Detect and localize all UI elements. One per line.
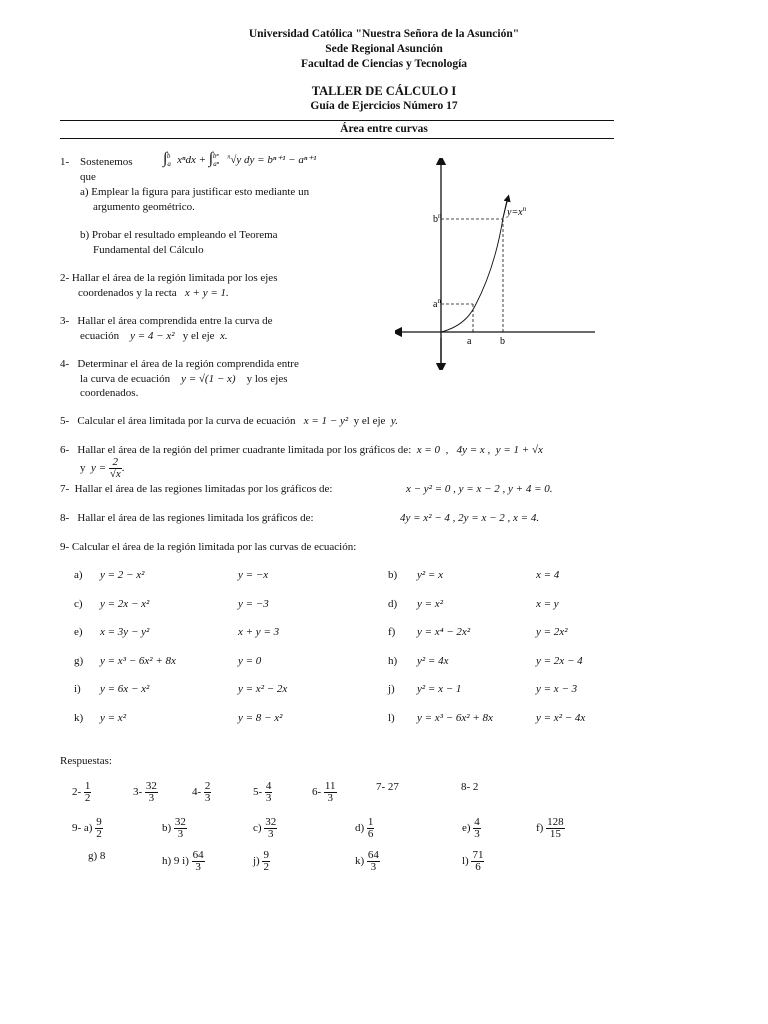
answer-row2-4: e) $\frac{4}{3}$ [462, 816, 480, 840]
section-title: Área entre curvas [340, 123, 428, 135]
p9-row-0-l2: b) [388, 569, 398, 581]
answer-row2-1: b) $\frac{32}{3}$ [162, 816, 186, 840]
p9-row-0-e1: y = 2 − x² [100, 569, 145, 581]
p9-row-0-f1: y = −x [238, 569, 269, 581]
p9-row-2-e2: y = x⁴ − 2x² [417, 626, 471, 638]
answer-row3-3: k) $\frac{64}{3}$ [355, 849, 379, 873]
university-name: Universidad Católica "Nuestra Señora de la Asunción" [248, 28, 520, 40]
problem-7-math: x − y² = 0 , y = x − 2 , y + 4 = 0. [406, 483, 553, 495]
p9-row-2-l2: f) [388, 626, 396, 638]
answer-row3-0: g) 8 [88, 850, 106, 862]
p9-row-0-f2: x = 4 [536, 569, 560, 581]
problem-9: 9- Calcular el área de la región limitada por las curvas de ecuación: [60, 541, 357, 553]
p9-row-4-e1: y = 6x − x² [100, 683, 150, 695]
answer-row2-5: f) $\frac{128}{15}$ [536, 816, 564, 840]
problem-5: 5- Calcular el área limitada por la curva de ecuación x = 1 − y² y el eje y. [60, 415, 398, 427]
problem-1a: a) Emplear la figura para justificar esto mediante un [80, 186, 310, 198]
answer-row1-2: 4- $\frac{2}{3}$ [192, 780, 211, 804]
answers-title: Respuestas: [60, 755, 112, 767]
bn-label: $b^n$ [433, 212, 442, 225]
p9-row-5-e2: y = x³ − 6x² + 8x [417, 711, 493, 724]
b-tick-label: b [500, 336, 505, 347]
p9-row-5-e1: y = x² [100, 711, 126, 724]
a-tick-label: a [467, 336, 472, 347]
section-rule [60, 138, 614, 139]
p9-row-3-l1: g) [74, 654, 84, 667]
p9-row-1-e1: y = 2x − x² [100, 597, 150, 610]
problem-1-formula: $\int_a^b$ $x^ndx + \int_{a^n}^{b^n}$ $^n$√y dy = bⁿ⁺¹ − aⁿ⁺¹ [163, 150, 317, 169]
problem-3: 3- Hallar el área comprendida entre la curva de [60, 315, 273, 327]
problem-4: 4- Determinar el área de la región comprendida entre [60, 358, 299, 370]
top-rule [60, 120, 614, 121]
campus-name: Sede Regional Asunción [325, 43, 443, 55]
problem-4-cont: la curva de ecuación y = √(1 − x) y los ejes [80, 373, 288, 385]
answer-row3-4: l) $\frac{71}{6}$ [462, 849, 484, 873]
p9-row-1-l1: c) [74, 597, 83, 610]
guide-title: Guía de Ejercicios Número 17 [310, 100, 458, 112]
answer-row1-5: 7- 27 [376, 781, 399, 793]
answer-row1-6: 8- 2 [461, 781, 479, 793]
problem-1b-cont: Fundamental del Cálculo [93, 244, 204, 256]
p9-row-1-f2: x = y [536, 597, 559, 610]
answer-row1-4: 6- $\frac{11}{3}$ [312, 780, 336, 804]
an-label: $a^n$ [433, 297, 441, 310]
problem-1a-cont: argumento geométrico. [93, 201, 195, 213]
answer-row3-1: h) 9 i) $\frac{64}{3}$ [162, 849, 204, 873]
answer-row2-2: c) $\frac{32}{3}$ [253, 816, 277, 840]
answer-row1-1: 3- $\frac{32}{3}$ [133, 780, 157, 804]
problem-8: 8- Hallar el área de las regiones limitada los gráficos de: [60, 512, 314, 524]
curve-label: $y=x^n$ [507, 205, 527, 218]
p9-row-3-e2: y² = 4x [417, 654, 449, 667]
problem-1b: b) Probar el resultado empleando el Teorema [80, 229, 278, 241]
p9-row-4-f1: y = x² − 2x [238, 683, 288, 695]
problem-2-cont: coordenados y la recta x + y = 1. [78, 287, 229, 299]
problem-6-cont: y y = $\frac{2}{√x}$ . [80, 456, 125, 480]
p9-row-5-l2: l) [388, 711, 395, 724]
answer-row2-0: 9- a) $\frac{9}{2}$ [72, 816, 102, 840]
faculty-name: Facultad de Ciencias y Tecnología [300, 58, 468, 70]
answer-row1-3: 5- $\frac{4}{3}$ [253, 780, 272, 804]
problem-2: 2- Hallar el área de la región limitada por los ejes [60, 272, 278, 284]
problem-4-cont2: coordenados. [80, 387, 139, 399]
p9-row-1-f1: y = −3 [238, 597, 269, 610]
p9-row-1-e2: y = x² [417, 597, 443, 610]
p9-row-0-l1: a) [74, 569, 83, 581]
p9-row-2-l1: e) [74, 626, 83, 638]
p9-row-0-e2: y² = x [417, 569, 443, 581]
answer-row3-2: j) $\frac{9}{2}$ [253, 849, 269, 873]
p9-row-4-l1: i) [74, 683, 81, 695]
course-title: TALLER DE CÁLCULO I [311, 84, 457, 98]
p9-row-5-f1: y = 8 − x² [238, 711, 283, 724]
p9-row-1-l2: d) [388, 597, 398, 610]
problem-8-math: 4y = x² − 4 , 2y = x − 2 , x = 4. [400, 512, 540, 524]
answer-row1-0: 2- $\frac{1}{2}$ [72, 780, 91, 804]
area-figure [395, 158, 600, 370]
problem-7: 7- Hallar el área de las regiones limitadas por los gráficos de: [60, 483, 333, 495]
problem-3-cont: ecuación y = 4 − x² y el eje x. [80, 330, 228, 342]
p9-row-4-f2: y = x − 3 [536, 683, 578, 695]
p9-row-4-e2: y² = x − 1 [417, 683, 462, 695]
p9-row-2-f2: y = 2x² [536, 626, 568, 638]
p9-row-3-l2: h) [388, 654, 398, 667]
p9-row-4-l2: j) [388, 683, 395, 695]
p9-row-3-e1: y = x³ − 6x² + 8x [100, 654, 176, 667]
curve-path [441, 200, 507, 332]
problem-6: 6- Hallar el área de la región del primer cuadrante limitada por los gráficos de: x = 0 , 4y = x , y = 1 + √x [60, 444, 543, 456]
p9-row-5-f2: y = x² − 4x [536, 711, 586, 724]
p9-row-2-e1: x = 3y − y² [100, 626, 150, 638]
p9-row-5-l1: k) [74, 711, 84, 724]
p9-row-3-f2: y = 2x − 4 [536, 654, 583, 667]
p9-row-2-f1: x + y = 3 [238, 626, 280, 638]
answer-row2-3: d) $\frac{1}{6}$ [355, 816, 374, 840]
p9-row-3-f1: y = 0 [238, 654, 262, 667]
